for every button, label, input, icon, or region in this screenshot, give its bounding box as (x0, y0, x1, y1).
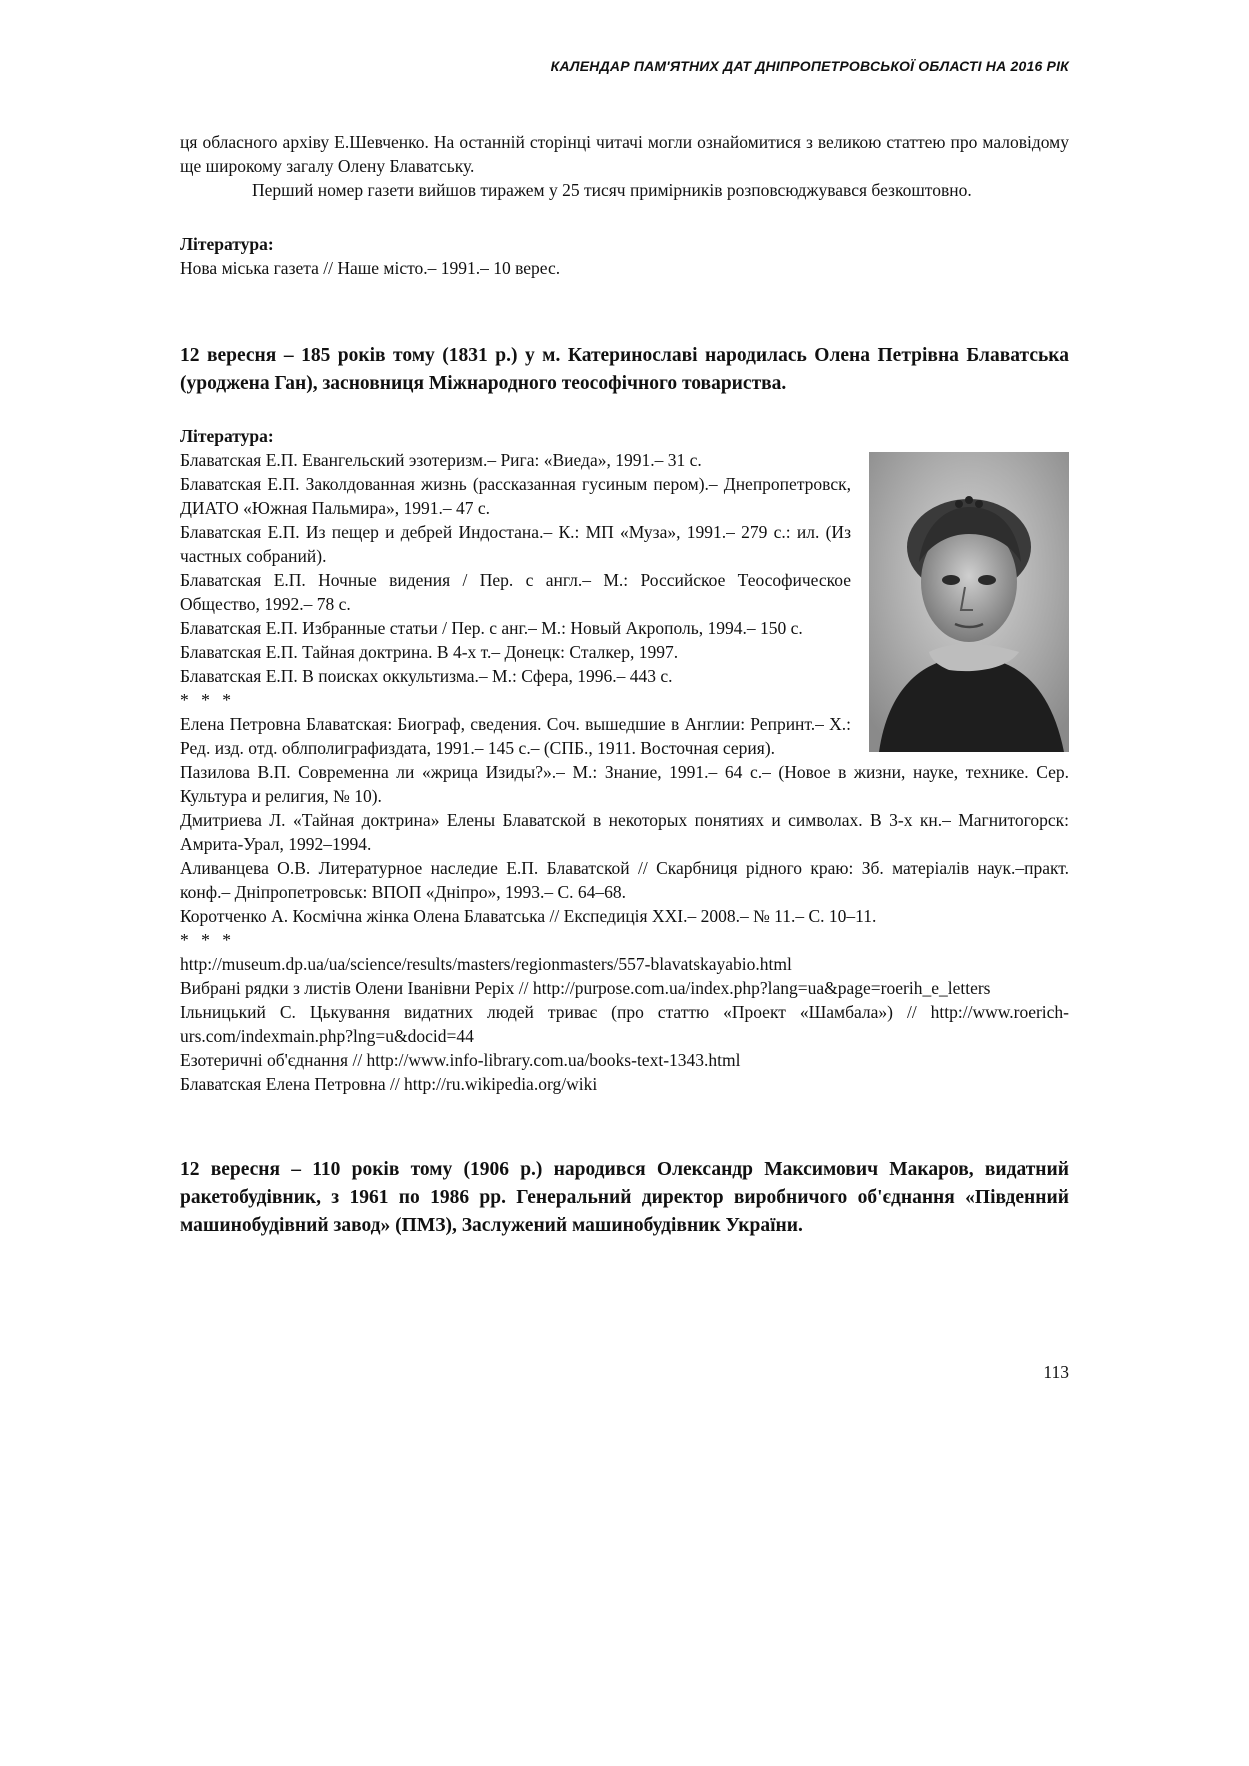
running-header: КАЛЕНДАР ПАМ'ЯТНИХ ДАТ ДНІПРОПЕТРОВСЬКОЇ ОБЛАСТІ НА 2016 РІК (550, 58, 1069, 74)
literature-item: Дмитриева Л. «Тайная доктрина» Елены Блаватской в некоторых понятиях и символах. В 3-х кн.– Магнитогорск: Амрита-Урал, 1992–1994. (180, 810, 1069, 854)
literature-item: Коротченко А. Космічна жінка Олена Блаватська // Експедиція ХХІ.– 2008.– № 11.– С. 10–11. (180, 906, 877, 926)
literature-link: Блаватская Елена Петровна // http://ru.wikipedia.org/wiki (180, 1074, 598, 1094)
literature-item: Пазилова В.П. Современна ли «жрица Изиды?».– М.: Знание, 1991.– 64 с.– (Новое в жизни, науке, технике. Сер. Культура и религия, № 10). (180, 762, 1069, 806)
page-number: 113 (1043, 1362, 1069, 1382)
literature-item: Аливанцева О.В. Литературное наследие Е.П. Блаватской // Скарбниця рідного краю: Зб. матеріалів наук.–практ. конф.– Дніпропетровськ: ВПОП «Дніпро», 1993.– С. 64–68. (180, 858, 1069, 902)
literature-link: http://museum.dp.ua/ua/science/results/masters/regionmasters/557-blavatskayabio.html (180, 954, 792, 974)
intro-paragraph-1: ця обласного архіву Е.Шевченко. На останній сторінці читачі могли ознайомитися з великою статтею про маловідому ще широкому загалу Олену Блаватську. (180, 132, 1069, 176)
section-heading-makarov: 12 вересня – 110 років тому (1906 р.) народився Олександр Максимович Макаров, видатний ракетобудівник, з 1961 по 1986 рр. Генеральний директор виробничого об'єднання «Південний машинобудівний завод» (ПМЗ), Заслужений машинобудівник України. (180, 1159, 1069, 1236)
literature-group-3 (180, 952, 1069, 1096)
literature-item: Блаватская Е.П. Заколдованная жизнь (рассказанная гусиным пером).– Днепропетровск, ДИАТО «Южная Пальмира», 1991.– 47 с. (180, 474, 851, 518)
literature-label: Література: (180, 426, 274, 446)
literature-item: Блаватская Е.П. В поисках оккультизма.– М.: Сфера, 1996.– 443 с. (180, 666, 673, 686)
literature-item: Блаватская Е.П. Евангельский эзотеризм.– Рига: «Виеда», 1991.– 31 с. (180, 450, 702, 470)
literature-label: Література: (180, 234, 274, 254)
literature-link: Ільницький С. Цькування видатних людей триває (про статтю «Проект «Шамбала») // http://www.roerich-urs.com/indexmain.php?lng=u&docid=44 (180, 1002, 1069, 1046)
separator-stars: * * * (180, 930, 235, 950)
section-heading-blavatsky: 12 вересня – 185 років тому (1831 р.) у м. Катеринославі народилась Олена Петрівна Блаватська (уроджена Ган), засновниця Міжнародного теософічного товариства. (180, 345, 1069, 394)
portrait-photo-icon (869, 452, 1069, 752)
literature-item: Блаватская Е.П. Из пещер и дебрей Индостана.– К.: МП «Муза», 1991.– 279 с.: ил. (Из частных собраний). (180, 522, 851, 566)
page-content (180, 130, 1069, 1240)
literature-item: Блаватская Е.П. Ночные видения / Пер. с англ.– М.: Российское Теософическое Общество, 1992.– 78 с. (180, 570, 851, 614)
literature-item: Блаватская Е.П. Тайная доктрина. В 4-х т.– Донецк: Сталкер, 1997. (180, 642, 679, 662)
literature-link: Вибрані рядки з листів Олени Іванівни Реріх // http://purpose.com.ua/index.php?lang=ua&page=roerih_e_letters (180, 978, 991, 998)
intro-paragraph-2: Перший номер газети вийшов тиражем у 25 тисяч примірників розповсюджувався безкоштовно. (252, 180, 972, 200)
literature-item: Блаватская Е.П. Избранные статьи / Пер. с анг.– М.: Новый Акрополь, 1994.– 150 с. (180, 618, 803, 638)
literature-item: Нова міська газета // Наше місто.– 1991.– 10 верес. (180, 258, 561, 278)
separator-stars: * * * (180, 690, 235, 710)
literature-link: Езотеричні об'єднання // http://www.info-library.com.ua/books-text-1343.html (180, 1050, 741, 1070)
literature-item: Елена Петровна Блаватская: Биограф, сведения. Соч. вышедшие в Англии: Репринт.– Х.: Ред. изд. отд. облполиграфиздата, 1991.– 145 с.– (СПБ., 1911. Восточная серия). (180, 714, 851, 758)
